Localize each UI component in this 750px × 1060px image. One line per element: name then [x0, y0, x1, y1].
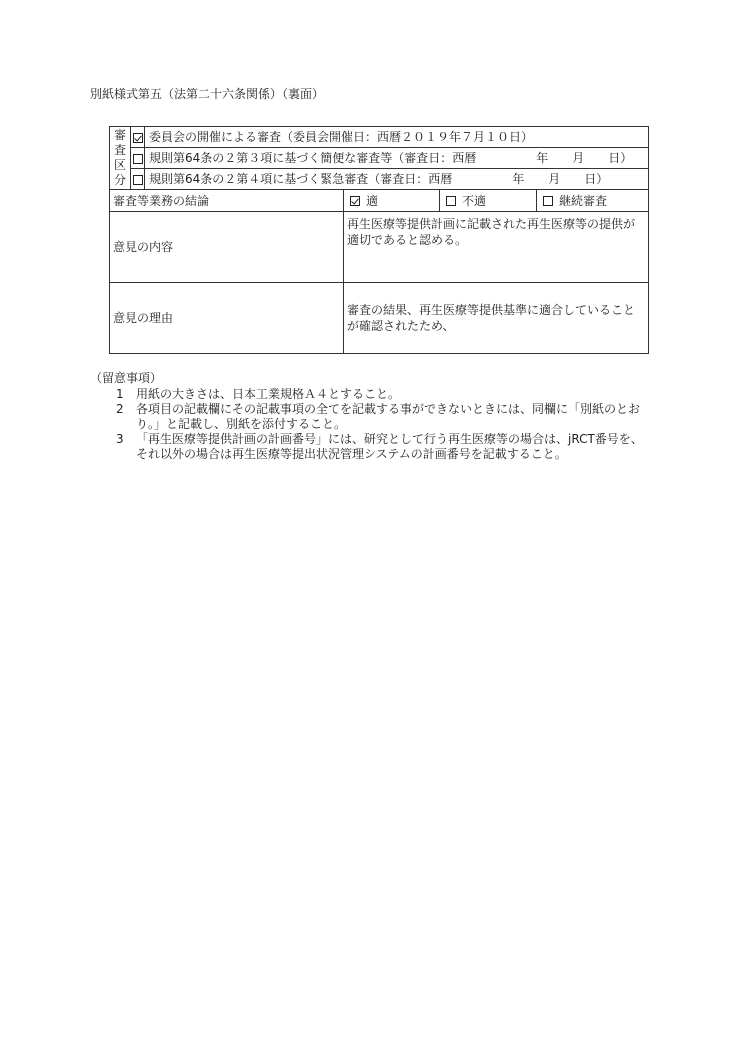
opinion-reason-label: 意見の理由	[110, 283, 344, 354]
conclusion-option-label: 不適	[462, 193, 487, 208]
checked-checkbox-icon	[350, 196, 360, 206]
opinion-content-text: 再生医療等提供計画に記載された再生医療等の提供が適切であると認める。	[344, 212, 649, 283]
notes-section	[90, 371, 650, 462]
note-text: 各項目の記載欄にその記載事項の全てを記載する事ができないときには、同欄に「別紙のとおり。」と記載し、別紙を添付すること。	[136, 402, 641, 431]
opinion-reason-text: 審査の結果、再生医療等提供基準に適合していることが確認されたため、	[344, 283, 649, 354]
note-text: 「再生医療等提供計画の計画番号」には、研究として行う再生医療等の場合は、jRCT番号を、それ以外の場合は再生医療等提出状況管理システムの計画番号を記載すること。	[136, 432, 643, 461]
note-item	[116, 402, 650, 432]
review-form-table	[109, 126, 649, 354]
conclusion-label: 審査等業務の結論	[110, 190, 344, 212]
review-category-label	[110, 127, 131, 190]
review-option-checkbox-cell	[131, 148, 145, 169]
unchecked-checkbox-icon	[446, 196, 456, 206]
note-text: 用紙の大きさは、日本工業規格Ａ４とすること。	[136, 387, 401, 401]
review-category-char: 審	[113, 128, 126, 142]
review-category-char: 区	[113, 158, 126, 172]
note-item	[116, 432, 650, 462]
review-option-committee: 委員会の開催による審査（委員会開催日：西暦２０１９年７月１０日）	[145, 127, 649, 148]
review-option-simplified: 規則第64条の２第３項に基づく簡便な審査等（審査日：西暦 年 月 日）	[145, 148, 649, 169]
form-title: 別紙様式第五（法第二十六条関係）（裏面）	[90, 87, 325, 101]
review-option-checkbox-cell	[131, 127, 145, 148]
unchecked-checkbox-icon	[133, 175, 143, 185]
conclusion-option-label: 継続審査	[559, 193, 608, 208]
conclusion-option-inappropriate	[440, 190, 537, 212]
review-option-emergency: 規則第64条の２第４項に基づく緊急審査（審査日：西暦 年 月 日）	[145, 169, 649, 190]
conclusion-option-appropriate	[344, 190, 440, 212]
note-number: 3	[116, 432, 124, 446]
notes-heading: （留意事項）	[90, 371, 163, 385]
conclusion-option-continued	[537, 190, 649, 212]
review-option-checkbox-cell	[131, 169, 145, 190]
review-category-char: 分	[113, 173, 126, 187]
note-item	[116, 387, 650, 402]
note-number: 1	[116, 387, 124, 401]
review-category-char: 査	[113, 143, 126, 157]
unchecked-checkbox-icon	[543, 196, 553, 206]
checked-checkbox-icon	[133, 133, 143, 143]
note-number: 2	[116, 402, 124, 416]
conclusion-option-label: 適	[366, 193, 379, 208]
unchecked-checkbox-icon	[133, 154, 143, 164]
opinion-content-label: 意見の内容	[110, 212, 344, 283]
